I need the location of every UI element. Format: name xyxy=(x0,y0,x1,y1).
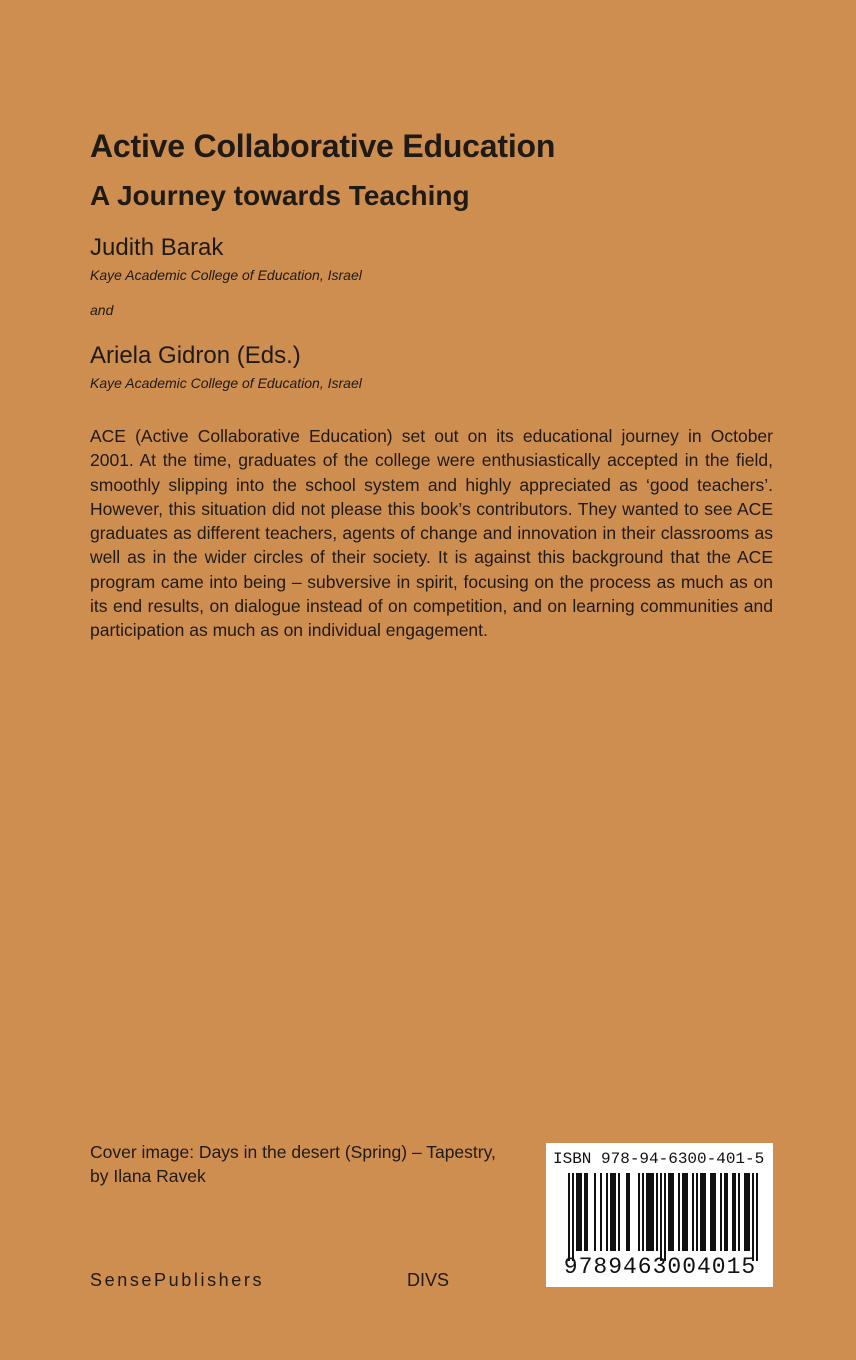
editor-affiliation-2: Kaye Academic College of Education, Israel xyxy=(90,375,362,391)
barcode-bar xyxy=(568,1173,570,1261)
cover-credit-line-1: Cover image: Days in the desert (Spring) – Tapestry, xyxy=(90,1142,496,1162)
barcode-bar xyxy=(638,1173,640,1251)
editor-name-2: Ariela Gidron (Eds.) xyxy=(90,342,301,369)
barcode-bar xyxy=(748,1173,750,1251)
barcode-bar xyxy=(724,1173,726,1251)
publisher-name: SensePublishers xyxy=(90,1270,265,1290)
barcode-bar xyxy=(752,1173,754,1261)
barcode-bar xyxy=(756,1173,758,1261)
editor-affiliation-1: Kaye Academic College of Education, Israel xyxy=(90,267,362,283)
barcode-bar xyxy=(606,1173,608,1251)
editors-conjunction: and xyxy=(90,302,114,318)
barcode-bar xyxy=(610,1173,612,1251)
barcode-bar xyxy=(732,1173,734,1251)
barcode-bar xyxy=(710,1173,712,1251)
barcode-bar xyxy=(712,1173,714,1251)
ean-digits: 9789463004015 xyxy=(563,1254,757,1280)
barcode-bar xyxy=(664,1173,666,1261)
barcode-bar xyxy=(612,1173,614,1251)
barcode-bar xyxy=(682,1173,684,1251)
barcode-bar xyxy=(734,1173,736,1251)
barcode-bar xyxy=(704,1173,706,1251)
barcode-bar xyxy=(614,1173,616,1251)
cover-image-credit xyxy=(90,1140,510,1188)
barcode-bar xyxy=(744,1173,746,1251)
barcode-bar xyxy=(672,1173,674,1251)
barcode-bar xyxy=(628,1173,630,1251)
barcode-bar xyxy=(586,1173,588,1251)
book-title: Active Collaborative Education xyxy=(90,128,556,164)
barcode-bar xyxy=(702,1173,704,1251)
barcode-bar xyxy=(580,1173,582,1251)
barcode-bar xyxy=(660,1173,662,1261)
barcode-bar xyxy=(626,1173,628,1251)
book-description: ACE (Active Collaborative Education) set out on its educational journey in October 2001. At the time, graduates of the college were enthusiastically accepted in the field, smoothly slipping into the school system and highly appreciated as ‘good teachers’. However, this situation did not please this book’s contributors. They wanted to see ACE graduates as different teachers, agents of change and innovation in their classrooms as well as in the wider circles of their society. It is against this background that the ACE program came into being – subversive in spirit, focusing on the process as much as on its end results, on dialogue instead of on competition, and on learning communities and participation as much as on individual engagement. xyxy=(90,426,773,641)
barcode-bar xyxy=(642,1173,644,1251)
barcode-bar xyxy=(572,1173,574,1261)
barcode-bar xyxy=(714,1173,716,1251)
barcode-bar xyxy=(726,1173,728,1251)
barcode-bar xyxy=(650,1173,652,1251)
barcode-bar xyxy=(696,1173,698,1251)
barcode-bar xyxy=(692,1173,694,1251)
barcode-bar xyxy=(600,1173,602,1251)
editor-name-1: Judith Barak xyxy=(90,234,224,261)
barcode-bar xyxy=(652,1173,654,1251)
barcode-bar xyxy=(678,1173,680,1251)
barcode-bar xyxy=(576,1173,578,1251)
barcode-bar xyxy=(700,1173,702,1251)
barcode-bar xyxy=(594,1173,596,1251)
barcode-bar xyxy=(648,1173,650,1251)
barcode-bar xyxy=(738,1173,740,1251)
cover-credit-line-2: by Ilana Ravek xyxy=(90,1166,206,1186)
barcode-bar xyxy=(618,1173,620,1251)
barcode-bar xyxy=(670,1173,672,1251)
barcode-bar xyxy=(720,1173,722,1251)
barcode-bar xyxy=(746,1173,748,1251)
barcode-bar xyxy=(686,1173,688,1251)
barcode-bar xyxy=(584,1173,586,1251)
series-name: DIVS xyxy=(407,1270,450,1290)
isbn-label: ISBN 978-94-6300-401-5 xyxy=(553,1150,765,1168)
barcode-bar xyxy=(578,1173,580,1251)
barcode-bar xyxy=(646,1173,648,1251)
barcode-bar xyxy=(684,1173,686,1251)
barcode-bar xyxy=(668,1173,670,1251)
barcode-bar xyxy=(656,1173,658,1251)
book-subtitle: A Journey towards Teaching xyxy=(90,180,470,211)
isbn-barcode xyxy=(546,1143,773,1287)
